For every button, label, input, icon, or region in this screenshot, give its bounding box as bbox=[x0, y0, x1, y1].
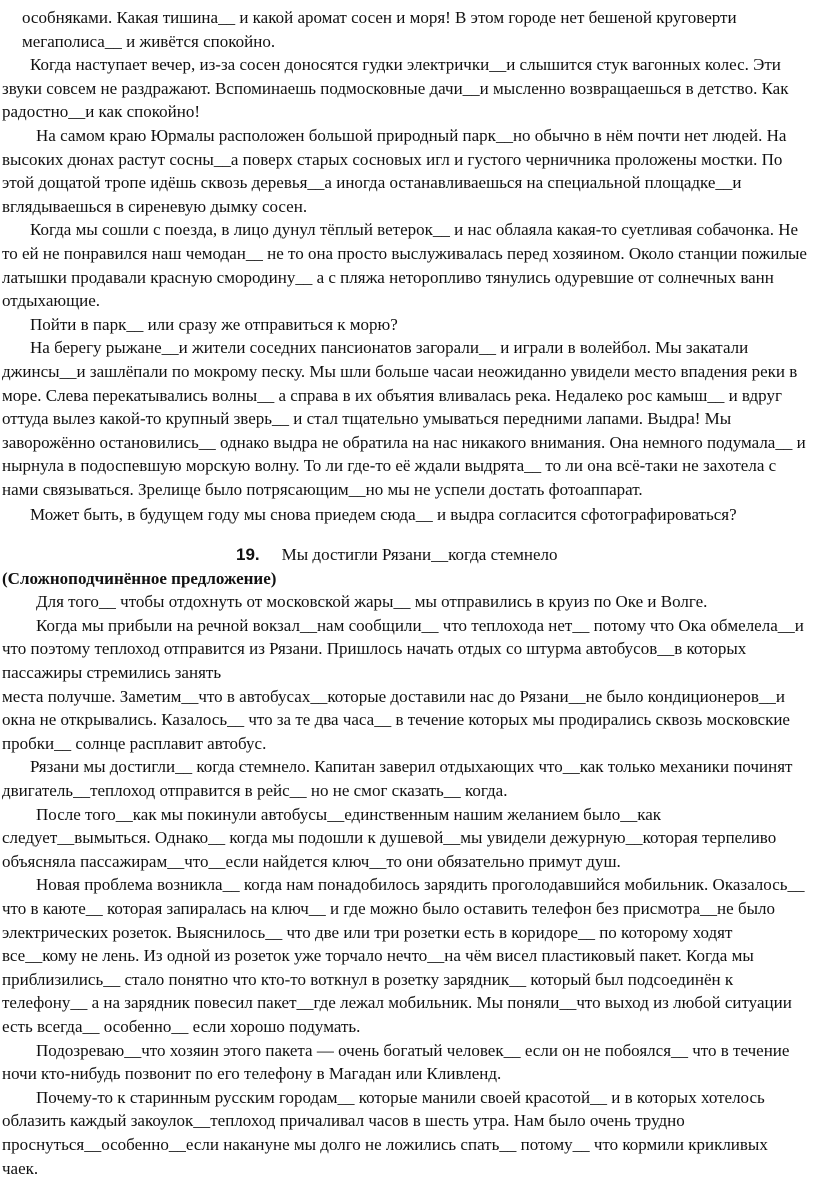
paragraph-bottom-2: Когда мы прибыли на речной вокзал__нам сообщили__ что теплохода нет__ потому что Ока обмелела__и что поэтому теплоход отправится из Рязани. Пришлось начать отдых со штурма автобусов__в которых пассажиры стремились занять bbox=[2, 615, 804, 683]
section-subtitle: (Сложноподчинённое предложение) bbox=[2, 568, 277, 588]
paragraph-bottom-6: Новая проблема возникла__ когда нам понадобилось зарядить проголодавшийся мобильник. Оказалось__ что в каюте__ которая запиралась на ключ__ и где можно было оставить телефон без присмотра__не было электрических розеток. Выяснилось__ что две или три розетки есть в коридоре__ по которому ходят все__кому не лень. Из одной из розеток уже торчало нечто__на чём висел пластиковый пакет. Когда мы приблизились__ стало понятно что кто-то воткнул в розетку зарядник__ который был подсоединён к телефону__ а на зарядник повесил пакет__где лежал мобильник. Мы поняли__что выход из любой ситуации есть всегда__ особенно__ если хорошо подумать. bbox=[2, 875, 805, 1036]
paragraph-top-3: На самом краю Юрмалы расположен большой природный парк__но обычно в нём почти нет людей. На высоких дюнах растут сосны__а поверх старых сосновых игл и густого черничника проложены мостки. По этой дощатой тропе идёшь сквозь деревья__а иногда останавливаешься на специальной площадке__и вглядываешься в сиреневую дымку сосен. bbox=[2, 125, 787, 216]
paragraph-bottom-1: Для того__ чтобы отдохнуть от московской жары__ мы отправились в круиз по Оке и Волге. bbox=[36, 592, 708, 612]
paragraph-bottom-3: места получше. Заметим__что в автобусах__которые доставили нас до Рязани__не было кондиционеров__и окна не открывались. Казалось__ что за те два часа__ в течение которых мы продирались сквозь московские пробки__ солнце расплавит автобус. bbox=[2, 686, 790, 753]
paragraph-top-1: особняками. Какая тишина__ и какой аромат сосен и моря! В этом городе нет бешеной круговерти мегаполиса__ и живётся спокойно. bbox=[22, 8, 737, 51]
paragraph-top-6: На берегу рыжане__и жители соседних пансионатов загорали__ и играли в волейбол. Мы закатали джинсы__и зашлёпали по мокрому песку. Мы шли больше часаи неожиданно увидели место впадения реки в море. Слева перекатывались волны__ а справа в их объятия вливалась река. Недалеко рос камыш__ и вдруг оттуда вылез какой-то крупный зверь__ и стал тщательно умываться передними лапами. Выдра! Мы заворожённо остановились__ однако выдра не обратила на нас никакого внимания. Она немного подумала__ и нырнула в подоспевшую морскую волну. То ли где-то её ждали выдрята__ то ли она всё-таки не захотела с нами связываться. Зрелище было потрясающим__но мы не успели достать фотоаппарат. bbox=[2, 338, 806, 499]
section-example: Мы достигли Рязани__когда стемнело bbox=[281, 545, 558, 565]
paragraph-top-4: Когда мы сошли с поезда, в лицо дунул тёплый ветерок__ и нас облаяла какая-то суетливая собачонка. Не то ей не понравился наш чемодан__ не то она просто выслуживалась перед хозяином. Около станции пожилые латышки продавали красную смородину__ а с пляжа неторопливо тянулись одуревшие от солнечных ванн отдыхающие. bbox=[2, 220, 807, 311]
paragraph-top-7: Может быть, в будущем году мы снова приедем сюда__ и выдра согласится сфотографироваться? bbox=[30, 505, 737, 525]
section-number: 19. bbox=[236, 545, 260, 565]
paragraph-top-2: Когда наступает вечер, из-за сосен доносятся гудки электрички__и слышится стук вагонных колес. Эти звуки совсем не раздражают. Вспоминаешь подмосковные дачи__и мысленно возвращаешься в детство. Как радостно__и как спокойно! bbox=[2, 55, 789, 122]
section-heading bbox=[2, 543, 808, 567]
paragraph-bottom-5: После того__как мы покинули автобусы__единственным нашим желанием было__как следует__вымыться. Однако__ когда мы подошли к душевой__мы увидели дежурную__которая терпеливо объясняла пассажирам__что__если найдется ключ__то они обязательно примут душ. bbox=[2, 804, 777, 871]
paragraph-bottom-7: Подозреваю__что хозяин этого пакета — очень богатый человек__ если он не побоялся__ что в течение ночи кто-нибудь позвонит по его телефону в Магадан или Кливленд. bbox=[2, 1040, 790, 1084]
paragraph-top-5: Пойти в парк__ или сразу же отправиться к морю? bbox=[30, 314, 398, 334]
paragraph-bottom-8: Почему-то к старинным русским городам__ которые манили своей красотой__ и в которых хотелось облазить каждый закоулок__теплоход причаливал часов в шесть утра. Нам было очень трудно проснуться__особенно__если накануне мы долго не ложились спать__ потому__ что кормили крикливых чаек. bbox=[2, 1087, 768, 1178]
paragraph-bottom-4: Рязани мы достигли__ когда стемнело. Капитан заверил отдыхающих что__как только механики починят двигатель__теплоход отправится в рейс__ но не смог сказать__ когда. bbox=[2, 757, 793, 800]
